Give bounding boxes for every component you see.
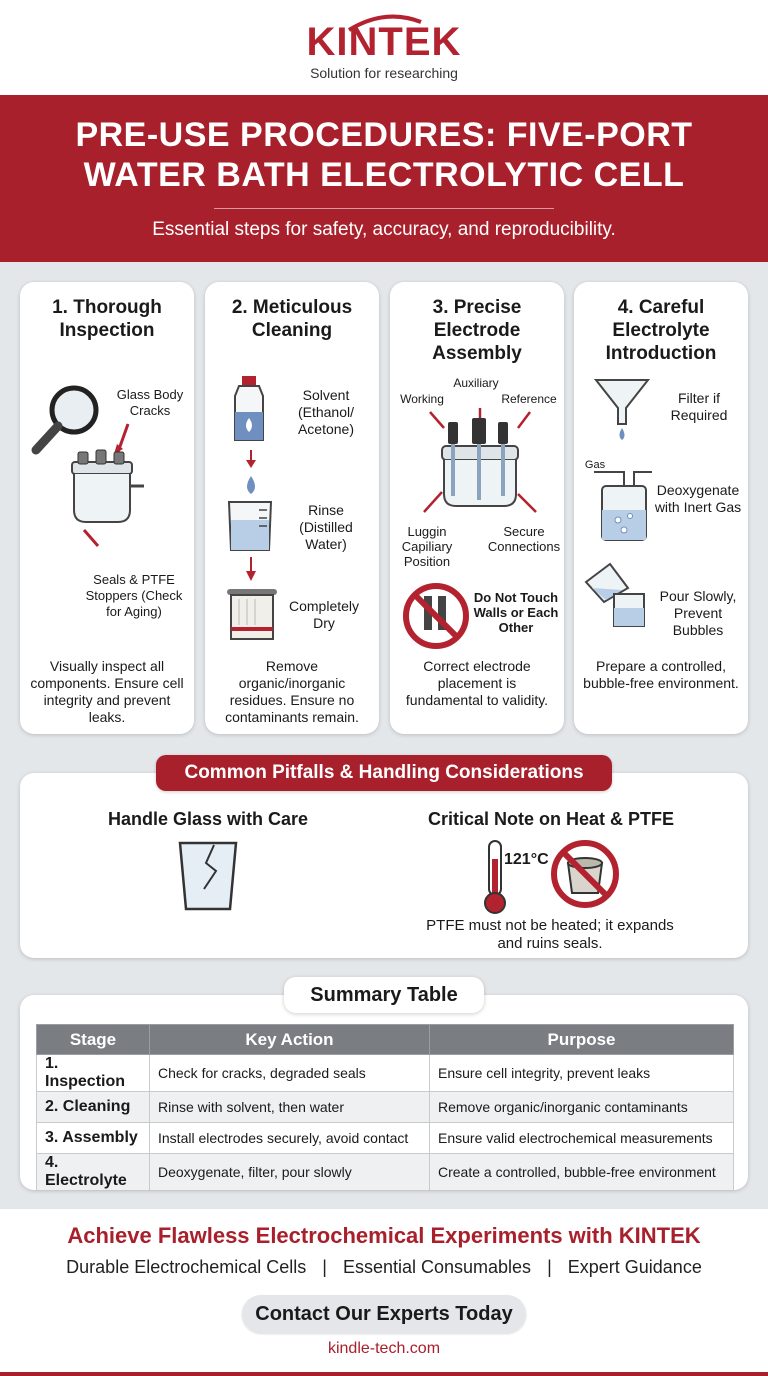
step-title: 2. Meticulous Cleaning (231, 297, 353, 341)
label-dry: Completely Dry (288, 598, 360, 631)
label-do-not-touch: Do Not Touch Walls or Each Other (473, 590, 559, 635)
step-title: 1. Thorough Inspection (52, 297, 162, 341)
footer-links (0, 1257, 768, 1278)
action-cell: Check for cracks, degraded seals (150, 1055, 430, 1092)
label-glass-body: Glass Body Cracks (116, 387, 184, 418)
action-cell: Deoxygenate, filter, pour slowly (150, 1154, 430, 1191)
table-header-row (37, 1025, 734, 1055)
footer-link-cells[interactable]: Durable Electrochemical Cells (66, 1257, 307, 1277)
banner-divider (214, 208, 554, 209)
label-auxiliary: Auxiliary (453, 376, 499, 390)
label-working: Working (400, 392, 444, 406)
summary-heading: Summary Table (284, 977, 484, 1013)
heat-note: PTFE must not be heated; it expands and ruins seals. (426, 917, 674, 952)
label-deoxygenate: Deoxygenate with Inert Gas (654, 482, 742, 515)
contact-button[interactable]: Contact Our Experts Today (242, 1295, 526, 1333)
action-cell: Install electrodes securely, avoid contact (150, 1123, 430, 1154)
purpose-cell: Remove organic/inorganic contaminants (430, 1092, 734, 1123)
pitfalls-heading: Common Pitfalls & Handling Considerations (156, 755, 612, 791)
stage-cell: 3. Assembly (37, 1123, 150, 1154)
label-rinse: Rinse (Distilled Water) (299, 502, 353, 552)
step-description: Remove organic/inorganic residues. Ensure no contaminants remain. (225, 658, 359, 725)
column-header: Stage (37, 1025, 150, 1055)
step-card-inspection (20, 282, 194, 734)
page-title: PRE-USE PROCEDURES: FIVE-PORT WATER BATH ELECTROLYTIC CELL (75, 116, 693, 194)
step-card-assembly (390, 282, 564, 734)
pitfalls-card (20, 773, 748, 958)
purpose-cell: Create a controlled, bubble-free environment (430, 1154, 734, 1191)
glass-care-title: Handle Glass with Care (108, 809, 309, 829)
label-solvent: Solvent (Ethanol/ Acetone) (297, 387, 355, 437)
step-title: 4. Careful Electrolyte Introduction (605, 297, 717, 364)
step-card-cleaning (205, 282, 379, 734)
stage-cell: 1. Inspection (37, 1055, 150, 1092)
stage-cell: 4. Electrolyte (37, 1154, 150, 1191)
cell-icon (420, 408, 540, 524)
funnel-icon (594, 376, 650, 442)
link-separator: | (322, 1257, 327, 1277)
link-separator: | (547, 1257, 552, 1277)
towel-icon (225, 585, 279, 643)
label-secure: Secure Connections (487, 524, 561, 554)
header (0, 0, 768, 95)
label-gas: Gas (584, 459, 606, 471)
step-title: 3. Precise Electrode Assembly (432, 297, 522, 364)
website-link[interactable]: kindle-tech.com (327, 1340, 441, 1357)
footer (0, 1209, 768, 1376)
no-heat-icon (550, 839, 620, 909)
footer-link-consumables[interactable]: Essential Consumables (342, 1257, 532, 1277)
arrow-down-icon (241, 557, 261, 585)
heat-ptfe-title: Critical Note on Heat & PTFE (428, 809, 675, 829)
step-description: Correct electrode placement is fundamental to validity. (405, 658, 549, 708)
step-description: Visually inspect all components. Ensure cell integrity and prevent leaks. (30, 658, 184, 725)
footer-bar (0, 1372, 768, 1376)
prohibited-icon (402, 582, 470, 650)
solvent-bottle-icon (229, 374, 269, 444)
droplet-icon (239, 450, 263, 500)
purpose-cell: Ensure valid electrochemical measurements (430, 1123, 734, 1154)
cracked-glass-icon (178, 841, 238, 911)
footer-link-guidance[interactable]: Expert Guidance (567, 1257, 702, 1277)
page-subtitle: Essential steps for safety, accuracy, and reproducibility. (152, 219, 616, 240)
action-cell: Rinse with solvent, then water (150, 1092, 430, 1123)
beaker-icon (225, 498, 275, 554)
purpose-cell: Ensure cell integrity, prevent leaks (430, 1055, 734, 1092)
table-row (37, 1092, 734, 1123)
table-row (37, 1123, 734, 1154)
table-row (37, 1154, 734, 1191)
label-seals: Seals & PTFE Stoppers (Check for Aging) (85, 572, 183, 619)
summary-card (20, 995, 748, 1190)
brand-tagline: Solution for researching (310, 65, 458, 81)
footer-cta: Achieve Flawless Electrochemical Experiments with KINTEK (67, 1223, 701, 1248)
column-header: Key Action (150, 1025, 430, 1055)
brand-logo[interactable]: KINTEK (306, 20, 462, 64)
temperature-label: 121°C (504, 851, 549, 868)
column-header: Purpose (430, 1025, 734, 1055)
summary-table (36, 1024, 734, 1191)
step-description: Prepare a controlled, bubble-free environment. (583, 658, 739, 691)
step-card-electrolyte (574, 282, 748, 734)
pour-icon (584, 562, 654, 628)
label-reference: Reference (501, 392, 557, 406)
label-filter: Filter if Required (670, 390, 728, 423)
title-banner (0, 95, 768, 262)
cell-icon (64, 418, 154, 548)
stage-cell: 2. Cleaning (37, 1092, 150, 1123)
label-luggin: Luggin Capiliary Position (401, 524, 453, 569)
table-row (37, 1055, 734, 1092)
label-pour-slowly: Pour Slowly, Prevent Bubbles (659, 588, 737, 638)
gas-bottle-icon (594, 466, 654, 542)
